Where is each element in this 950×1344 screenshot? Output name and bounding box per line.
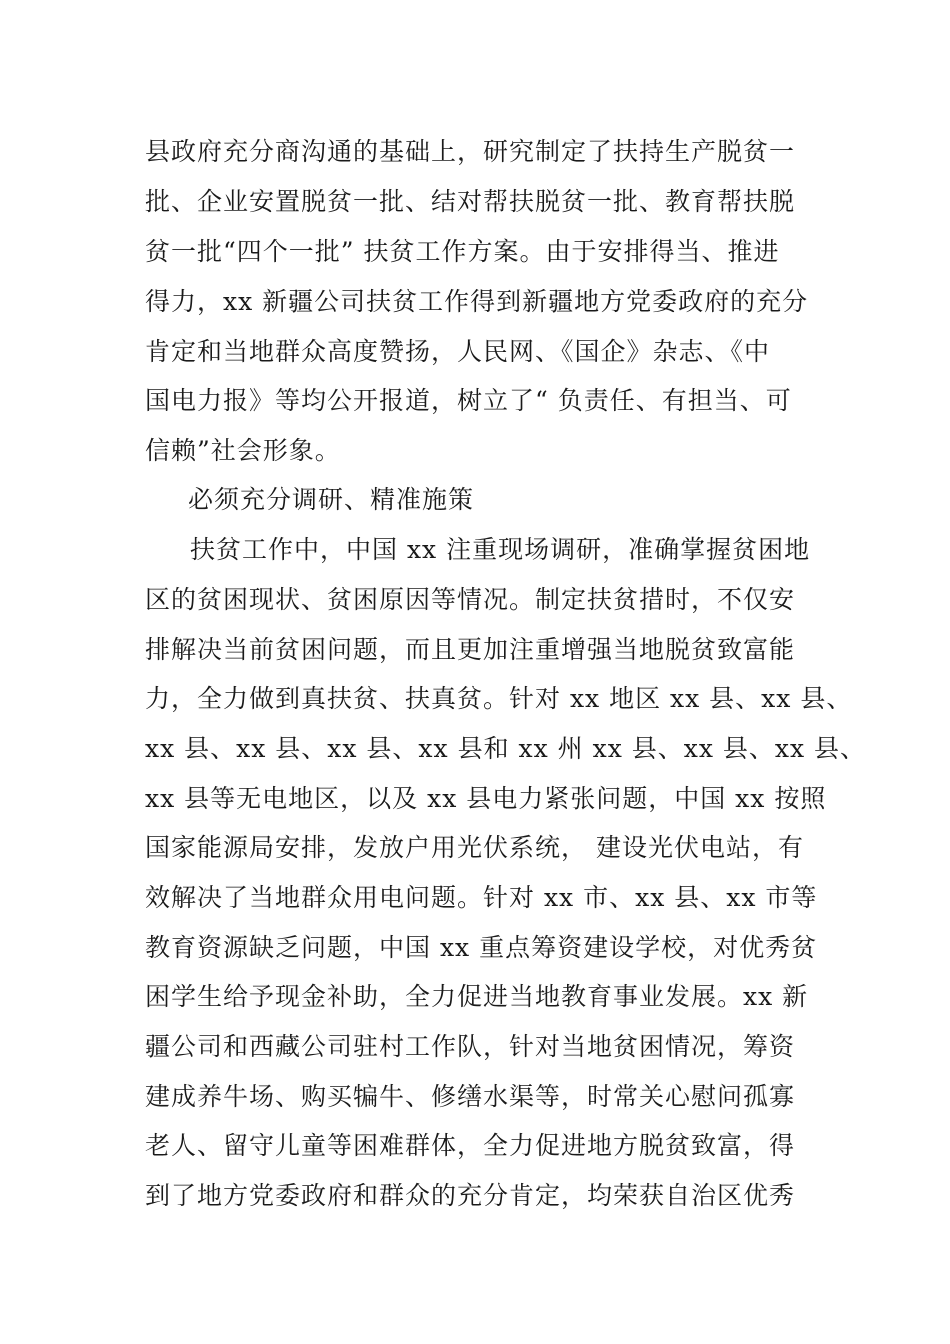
- text-line-6: 国电力报》等均公开报道，树立了“ 负责任、有担当、可: [145, 386, 792, 415]
- text-line-10: 区的贫困现状、贫困原因等情况。制定扶贫措时，不仅安: [145, 585, 796, 614]
- text-line-14: xx 县等无电地区，以及 xx 县电力紧张问题，中国 xx 按照: [145, 784, 827, 813]
- text-line-19: 疆公司和西藏公司驻村工作队，针对当地贫困情况，筹资: [145, 1032, 796, 1061]
- text-line-4: 得力，xx 新疆公司扶贫工作得到新疆地方党委政府的充分: [145, 287, 809, 316]
- text-line-1: 县政府充分商沟通的基础上，研究制定了扶持生产脱贫一: [145, 137, 796, 166]
- text-line-11: 排解决当前贫困问题，而且更加注重增强当地脱贫致富能: [145, 635, 796, 664]
- section-heading: 必须充分调研、精准施策: [188, 485, 475, 514]
- text-line-12: 力，全力做到真扶贫、扶真贫。针对 xx 地区 xx 县、xx 县、: [145, 684, 853, 713]
- text-line-9: 扶贫工作中，中国 xx 注重现场调研，准确掌握贫困地: [190, 535, 811, 564]
- text-line-5: 肯定和当地群众高度赞扬，人民网、《国企》杂志、《中: [145, 337, 771, 366]
- text-line-7: 信赖”社会形象。: [145, 436, 341, 465]
- text-line-22: 到了地方党委政府和群众的充分肯定，均荣获自治区优秀: [145, 1181, 796, 1210]
- text-line-20: 建成养牛场、购买犏牛、修缮水渠等，时常关心慰问孤寡: [145, 1082, 796, 1111]
- text-line-2: 批、企业安置脱贫一批、结对帮扶脱贫一批、教育帮扶脱: [145, 187, 796, 216]
- text-line-13: xx 县、xx 县、xx 县、xx 县和 xx 州 xx 县、xx 县、xx 县、: [145, 734, 867, 763]
- text-line-17: 教育资源缺乏问题，中国 xx 重点筹资建设学校，对优秀贫: [145, 933, 818, 962]
- text-line-18: 困学生给予现金补助，全力促进当地教育事业发展。xx 新: [145, 982, 809, 1011]
- text-line-3: 贫一批“四个一批” 扶贫工作方案。由于安排得当、推进: [145, 237, 780, 266]
- text-line-16: 效解决了当地群众用电问题。针对 xx 市、xx 县、xx 市等: [145, 883, 818, 912]
- text-line-21: 老人、留守儿童等困难群体，全力促进地方脱贫致富，得: [145, 1131, 796, 1160]
- text-line-15: 国家能源局安排，发放户用光伏系统， 建设光伏电站，有: [145, 833, 804, 862]
